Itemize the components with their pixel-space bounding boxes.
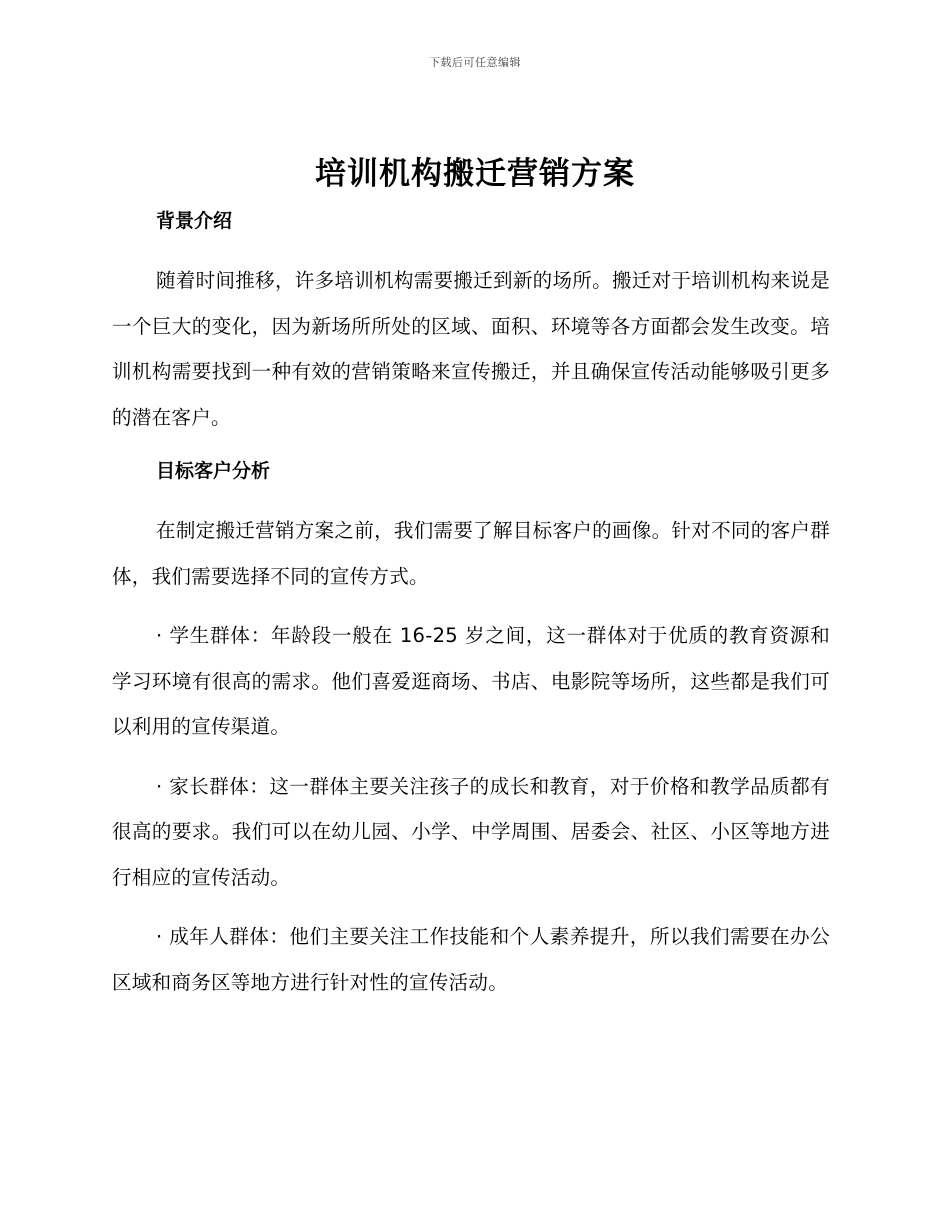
paragraph-adults: · 成年人群体：他们主要关注工作技能和个人素养提升，所以我们需要在办公区域和商务区等地方进行针对性的宣传活动。	[112, 925, 830, 994]
paragraph-parents: · 家长群体：这一群体主要关注孩子的成长和教育，对于价格和教学品质都有很高的要求。我们可以在幼儿园、小学、中学周围、居委会、社区、小区等地方进行相应的宣传活动。	[112, 774, 830, 889]
document-title: 培训机构搬迁营销方案	[315, 156, 635, 192]
section-heading-background: 背景介绍	[156, 210, 233, 232]
header-note: 下载后可任意编辑	[429, 56, 521, 69]
paragraph-students: · 学生群体：年龄段一般在 16-25 岁之间，这一群体对于优质的教育资源和学习环境有很高的需求。他们喜爱逛商场、书店、电影院等场所，这些都是我们可以利用的宣传渠道。	[112, 624, 830, 738]
section-heading-target-customers: 目标客户分析	[156, 460, 271, 482]
paragraph-target-intro: 在制定搬迁营销方案之前，我们需要了解目标客户的画像。针对不同的客户群体，我们需要选择不同的宣传方式。	[112, 519, 830, 588]
paragraph-background: 随着时间推移，许多培训机构需要搬迁到新的场所。搬迁对于培训机构来说是一个巨大的变化，因为新场所所处的区域、面积、环境等各方面都会发生改变。培训机构需要找到一种有效的营销策略来宣传搬迁，并且确保宣传活动能够吸引更多的潜在客户。	[112, 269, 830, 429]
document-body	[112, 204, 830, 1005]
